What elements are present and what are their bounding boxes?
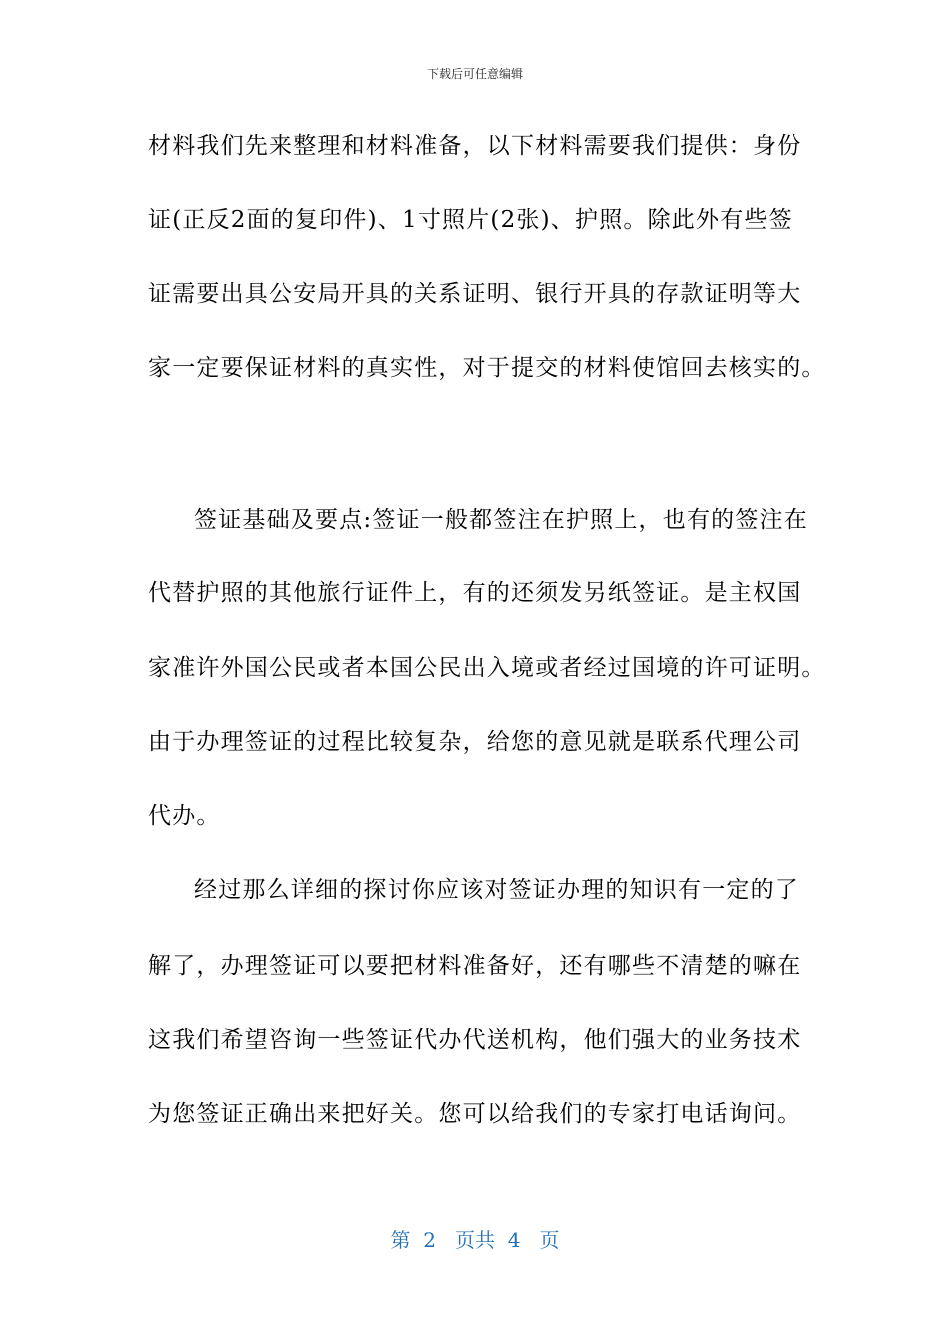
body-line: 为您签证正确出来把好关。您可以给我们的专家打电话询问。 [148,1101,802,1127]
page-header: 下载后可任意编辑 [426,67,523,81]
body-line: 证需要出具公安局开具的关系证明、银行开具的存款证明等大 [148,281,802,307]
body-line: 解了，办理签证可以要把材料准备好，还有哪些不清楚的嘛在 [148,953,802,979]
body-line: 经过那么详细的探讨你应该对签证办理的知识有一定的了 [194,877,799,903]
page-number-footer: 第 2 页共 4 页 [390,1228,560,1252]
body-line: 证(正反2面的复印件)、1寸照片(2张)、护照。除此外有些签 [148,207,793,233]
body-line: 代办。 [148,803,221,829]
body-line: 家一定要保证材料的真实性，对于提交的材料使馆回去核实的。 [148,355,826,381]
body-line: 这我们希望咨询一些签证代办代送机构，他们强大的业务技术 [148,1027,802,1053]
body-line: 由于办理签证的过程比较复杂，给您的意见就是联系代理公司 [148,729,802,755]
body-line: 代替护照的其他旅行证件上，有的还须发另纸签证。是主权国 [148,580,802,606]
body-line: 家准许外国公民或者本国公民出入境或者经过国境的许可证明。 [148,655,826,681]
body-line: 材料我们先来整理和材料准备，以下材料需要我们提供：身份 [148,133,802,159]
body-line: 签证基础及要点:签证一般都签注在护照上，也有的签注在 [194,507,808,533]
